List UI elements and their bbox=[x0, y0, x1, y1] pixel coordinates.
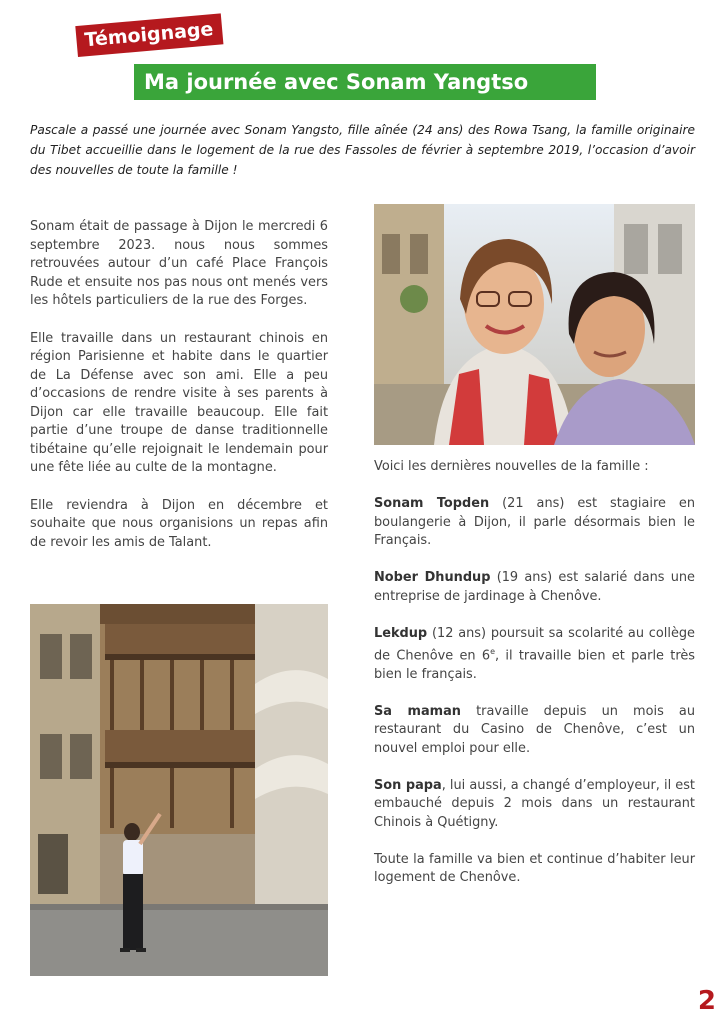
photo-two-women bbox=[374, 204, 695, 445]
family-news-lead: Voici les dernières nouvelles de la famille : bbox=[374, 459, 649, 474]
family-item-papa bbox=[374, 777, 695, 833]
family-member-news: (12 ans) poursuit sa scolarité au collège de Chenôve en 6 bbox=[374, 625, 695, 664]
section-tag: Témoignage bbox=[75, 13, 223, 57]
left-paragraph-2: Elle travaille dans un restaurant chinois en région Parisienne et habite dans le quartier de La Défense avec son ami. Elle a peu d’occasions de rendre visite à ses parents à Dijon car elle travaille beaucoup. Elle fait partie d’une troupe de danse traditionnelle tibétaine qu’elle rejoignait le lendemain pour une fête liée au culte de la montagne. bbox=[30, 330, 328, 475]
family-member-name: Son papa bbox=[374, 777, 442, 793]
family-member-name: Lekdup bbox=[374, 625, 428, 641]
family-member-name: Nober Dhundup bbox=[374, 570, 491, 585]
family-item-nober-dhundup bbox=[374, 569, 695, 606]
intro-paragraph: Pascale a passé une journée avec Sonam Yangsto, fille aînée (24 ans) des Rowa Tsang, la famille originaire du Tibet accueillie dans le logement de la rue des Fassoles de février à septembre 2019, l’occasion d’avoir des nouvelles de toute la famille ! bbox=[30, 123, 695, 177]
family-member-name: Sonam Topden bbox=[374, 496, 490, 511]
family-member-news: travaille depuis un mois au restaurant du Casino de Chenôve, c’est un nouvel emploi pour elle. bbox=[374, 703, 695, 756]
left-column bbox=[30, 218, 328, 571]
right-column bbox=[374, 458, 695, 906]
family-item-lekdup bbox=[374, 625, 695, 685]
family-member-name: Sa maman bbox=[374, 703, 461, 719]
superscript: e bbox=[490, 647, 495, 656]
family-member-news: (19 ans) est salarié dans une entreprise de jardinage à Chenôve. bbox=[374, 570, 695, 604]
page-number: 2 bbox=[697, 986, 716, 1016]
left-paragraph-1: Sonam était de passage à Dijon le mercredi 6 septembre 2023. nous nous sommes retrouvées autour d’un café Place François Rude et ensuite nos pas nous ont menés vers les hôtels particuliers de la rue des Forges. bbox=[30, 219, 328, 308]
family-closing: Toute la famille va bien et continue d’habiter leur logement de Chenôve. bbox=[374, 851, 695, 886]
family-item-maman bbox=[374, 703, 695, 759]
left-paragraph-3: Elle reviendra à Dijon en décembre et souhaite que nous organisions un repas afin de revoir les amis de Talant. bbox=[30, 497, 328, 550]
page-title: Ma journée avec Sonam Yangtso bbox=[134, 64, 596, 100]
family-member-news: (21 ans) est stagiaire en boulangerie à Dijon, il parle désormais bien le Français. bbox=[374, 496, 695, 548]
photo-courtyard bbox=[30, 604, 328, 976]
family-item-sonam-topden bbox=[374, 495, 695, 551]
family-member-news: , lui aussi, a changé d’employeur, il est embauché depuis 2 mois dans un restaurant Chinois à Quétigny. bbox=[374, 777, 695, 830]
family-member-news-cont: , il travaille bien et parle très bien le français. bbox=[374, 648, 695, 682]
